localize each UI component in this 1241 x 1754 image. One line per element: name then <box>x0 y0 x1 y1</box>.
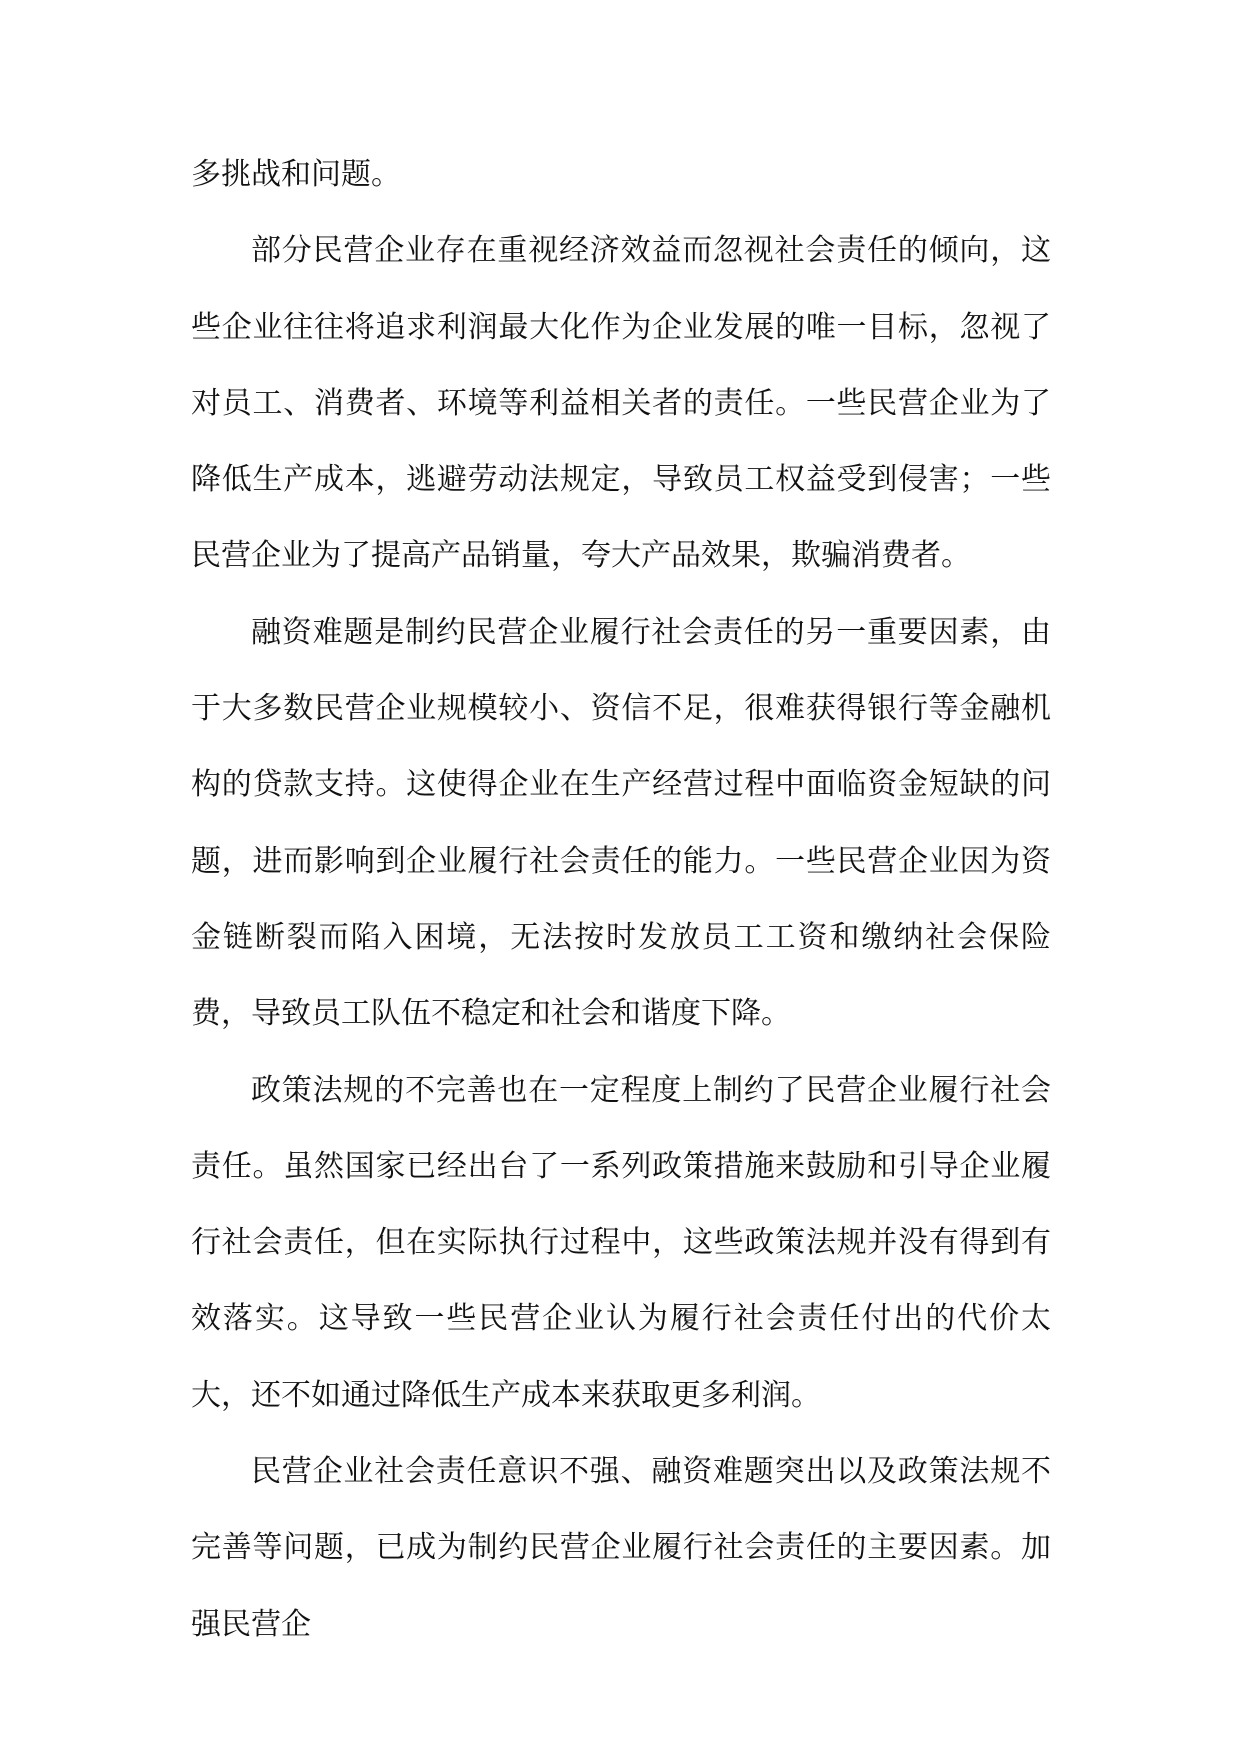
paragraph-summary: 民营企业社会责任意识不强、融资难题突出以及政策法规不完善等问题，已成为制约民营企业履行社会责任的主要因素。加强民营企 <box>191 1454 1051 1642</box>
paragraph-continuation: 多挑战和问题。 <box>191 157 401 192</box>
paragraph-financing-difficulty: 融资难题是制约民营企业履行社会责任的另一重要因素，由于大多数民营企业规模较小、资信不足，很难获得银行等金融机构的贷款支持。这使得企业在生产经营过程中面临资金短缺的问题，进而影响到企业履行社会责任的能力。一些民营企业因为资金链断裂而陷入困境，无法按时发放员工工资和缴纳社会保险费，导致员工队伍不稳定和社会和谐度下降。 <box>191 614 1051 1032</box>
paragraph-profit-orientation: 部分民营企业存在重视经济效益而忽视社会责任的倾向，这些企业往往将追求利润最大化作为企业发展的唯一目标，忽视了对员工、消费者、环境等利益相关者的责任。一些民营企业为了降低生产成本，逃避劳动法规定，导致员工权益受到侵害；一些民营企业为了提高产品销量，夸大产品效果，欺骗消费者。 <box>191 233 1051 574</box>
document-body <box>191 137 1051 1663</box>
paragraph-policy-regulation: 政策法规的不完善也在一定程度上制约了民营企业履行社会责任。虽然国家已经出台了一系列政策措施来鼓励和引导企业履行社会责任，但在实际执行过程中，这些政策法规并没有得到有效落实。这导致一些民营企业认为履行社会责任付出的代价太大，还不如通过降低生产成本来获取更多利润。 <box>191 1072 1051 1413</box>
